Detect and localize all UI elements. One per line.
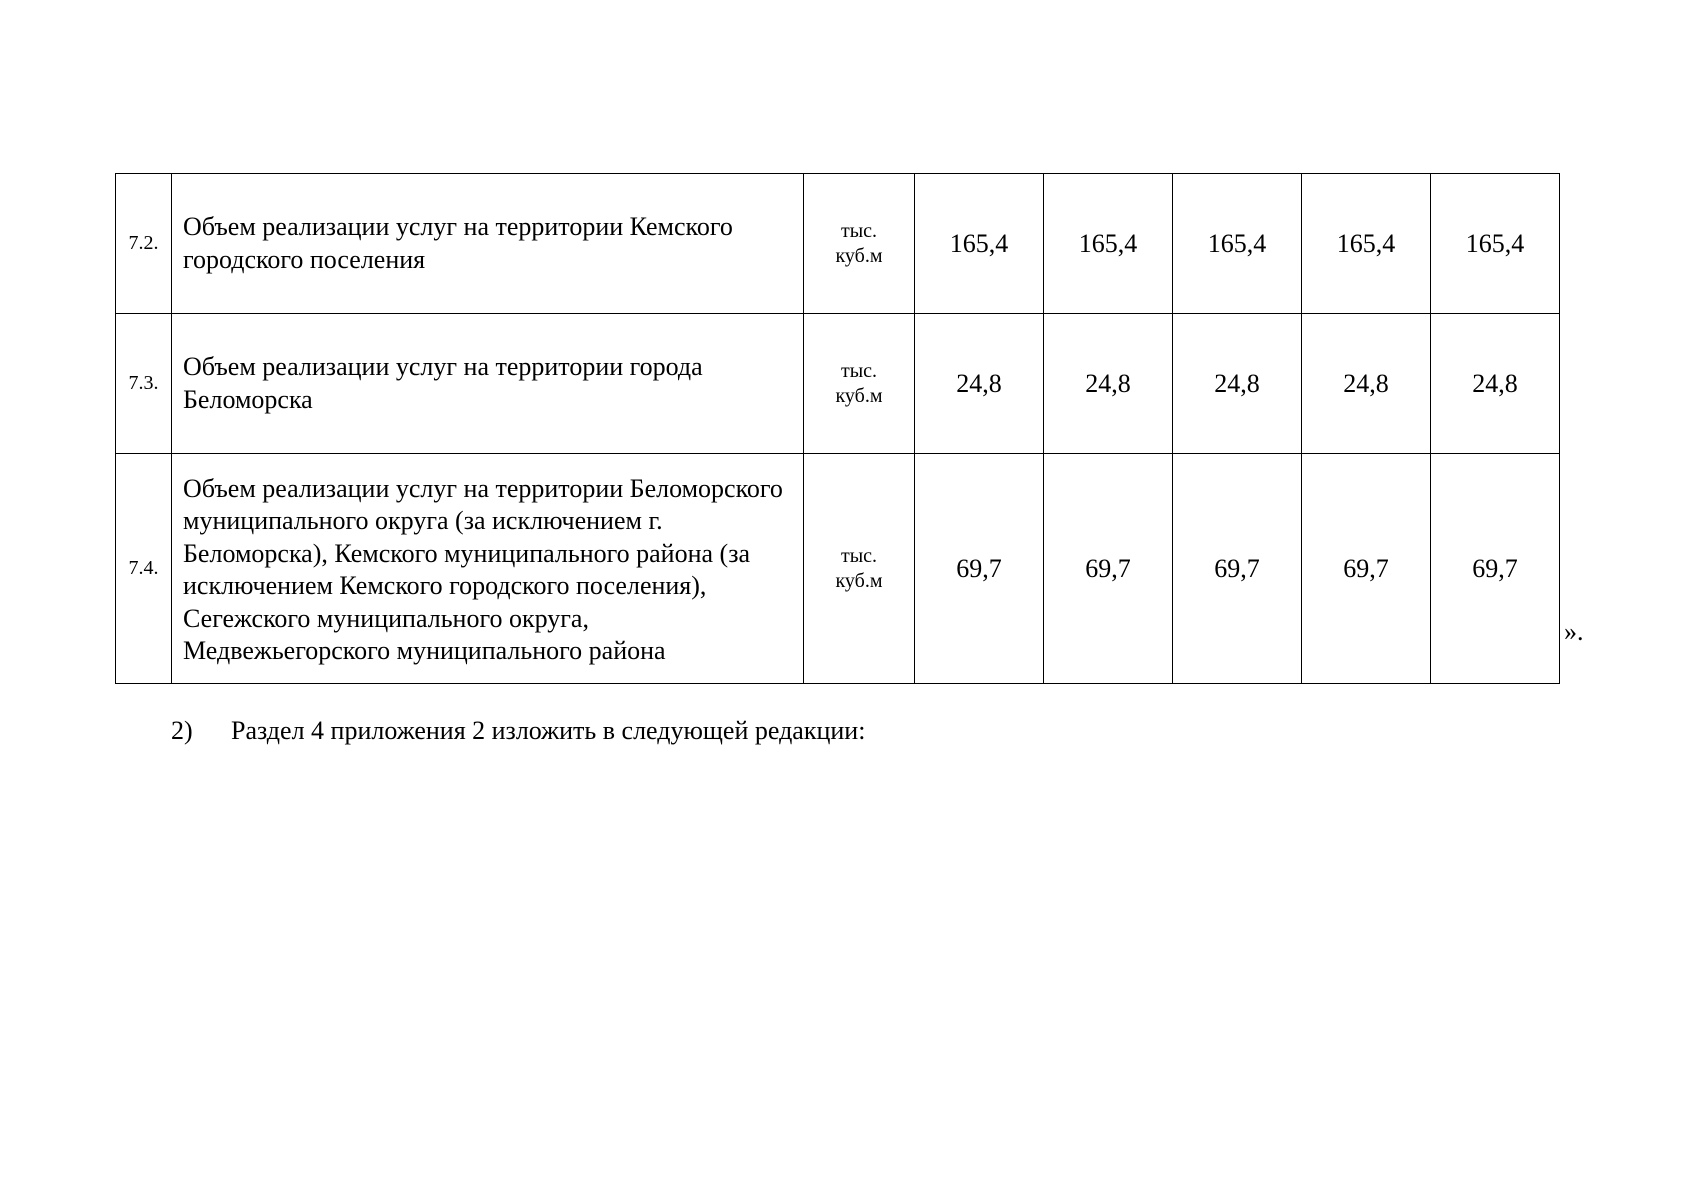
value-cell: 24,8: [1044, 314, 1173, 454]
unit-line: куб.м: [835, 569, 883, 592]
paragraph-text: Раздел 4 приложения 2 изложить в следующей редакции:: [231, 716, 866, 745]
unit-line: куб.м: [835, 384, 883, 407]
row-number: 7.3.: [116, 314, 172, 454]
unit-cell: [804, 174, 915, 314]
closing-quote: ».: [1564, 617, 1584, 646]
value-cell: 165,4: [1173, 174, 1302, 314]
value-cell: 24,8: [1431, 314, 1560, 454]
value-cell: 165,4: [915, 174, 1044, 314]
row-number: 7.4.: [116, 454, 172, 684]
row-number: 7.2.: [116, 174, 172, 314]
table-row: [116, 454, 1560, 684]
unit-line: тыс.: [840, 544, 878, 567]
indicator-name: Объем реализации услуг на территории города Беломорска: [172, 314, 804, 454]
unit-cell: [804, 454, 915, 684]
value-cell: 24,8: [1302, 314, 1431, 454]
value-cell: 69,7: [1173, 454, 1302, 684]
value-cell: 69,7: [1302, 454, 1431, 684]
value-cell: 165,4: [1431, 174, 1560, 314]
value-cell: 69,7: [1044, 454, 1173, 684]
indicator-name: Объем реализации услуг на территории Беломорского муниципального округа (за исключением г. Беломорска), Кемского муниципального района (за исключением Кемского городского поселения), Сегежского муниципального округа, Медвежьегорского муниципального района: [172, 454, 804, 684]
unit-cell: [804, 314, 915, 454]
value-cell: 165,4: [1302, 174, 1431, 314]
value-cell: 69,7: [1431, 454, 1560, 684]
amendment-paragraph: [171, 716, 865, 746]
unit-line: тыс.: [840, 359, 878, 382]
value-cell: 24,8: [915, 314, 1044, 454]
value-cell: 165,4: [1044, 174, 1173, 314]
indicator-name: Объем реализации услуг на территории Кемского городского поселения: [172, 174, 804, 314]
unit-line: тыс.: [840, 219, 878, 242]
table-row: [116, 174, 1560, 314]
unit-line: куб.м: [835, 244, 883, 267]
table-row: [116, 314, 1560, 454]
paragraph-number: 2): [171, 716, 193, 745]
indicators-table: [115, 173, 1560, 684]
value-cell: 69,7: [915, 454, 1044, 684]
value-cell: 24,8: [1173, 314, 1302, 454]
